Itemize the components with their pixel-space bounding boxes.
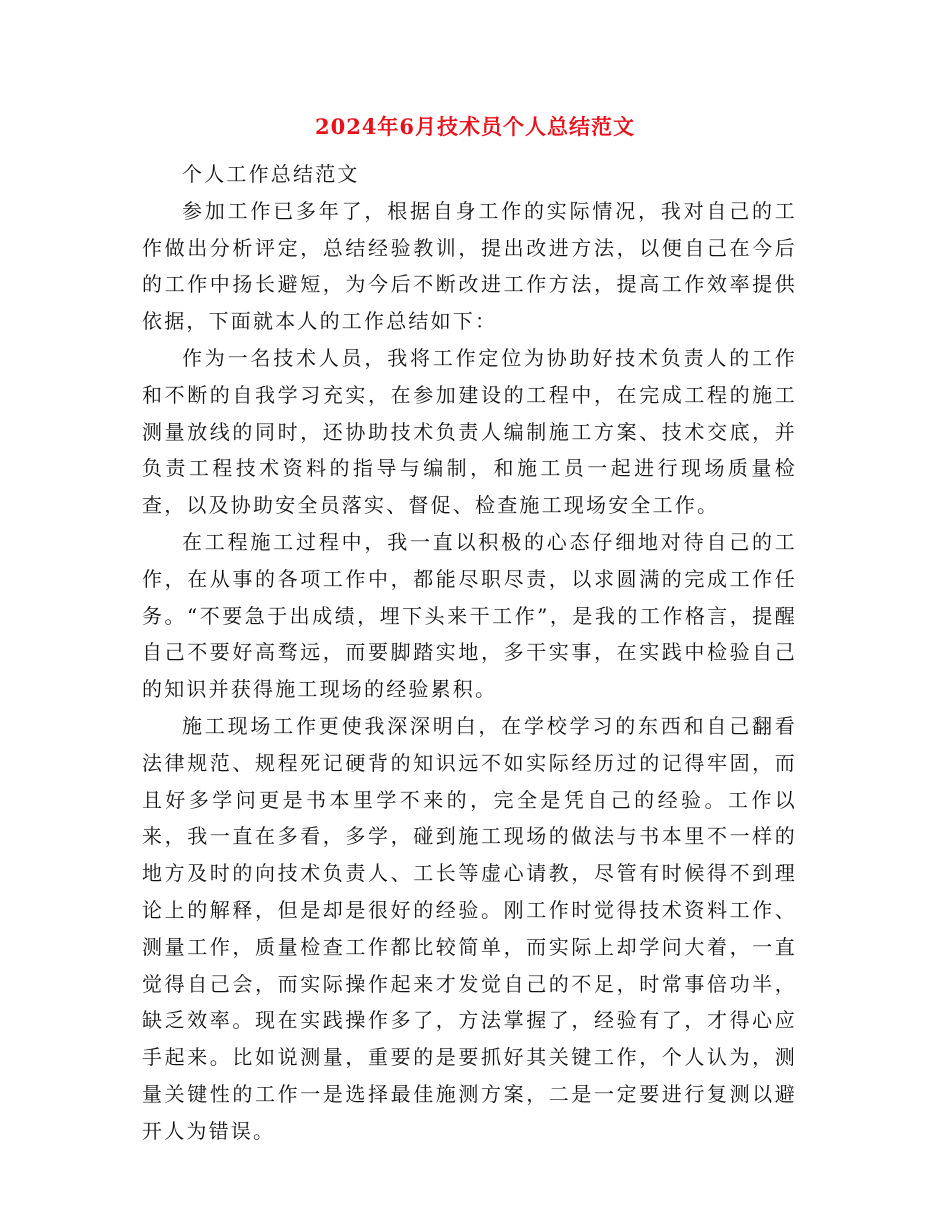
document-body bbox=[142, 156, 797, 1150]
document-title: 2024年6月技术员个人总结范文 bbox=[314, 114, 636, 139]
paragraph-experience: 施工现场工作更使我深深明白，在学校学习的东西和自己翻看法律规范、规程死记硬背的知识远不如实际经历过的记得牢固，而且好多学问更是书本里学不来的，完全是凭自己的经验。工作以来，我一直在多看，多学，碰到施工现场的做法与书本里不一样的地方及时的向技术负责人、工长等虚心请教，尽管有时候得不到理论上的解释，但是却是很好的经验。刚工作时觉得技术资料工作、测量工作，质量检查工作都比较简单，而实际上却学问大着，一直觉得自己会，而实际操作起来才发觉自己的不足，时常事倍功半，缺乏效率。现在实践操作多了，方法掌握了，经验有了，才得心应手起来。比如说测量，重要的是要抓好其关键工作，个人认为，测量关键性的工作一是选择最佳施测方案，二是一定要进行复测以避开人为错误。 bbox=[142, 713, 797, 1143]
section-heading: 个人工作总结范文 bbox=[182, 162, 360, 186]
paragraph-intro: 参加工作已多年了，根据自身工作的实际情况，我对自己的工作做出分析评定，总结经验教训，提出改进方法，以便自己在今后的工作中扬长避短，为今后不断改进工作方法，提高工作效率提供依据，下面就本人的工作总结如下： bbox=[142, 198, 797, 334]
paragraph-role: 作为一名技术人员，我将工作定位为协助好技术负责人的工作和不断的自我学习充实，在参加建设的工程中，在完成工程的施工测量放线的同时，还协助技术负责人编制施工方案、技术交底，并负责工程技术资料的指导与编制，和施工员一起进行现场质量检查，以及协助安全员落实、督促、检查施工现场安全工作。 bbox=[142, 345, 797, 518]
paragraph-attitude: 在工程施工过程中，我一直以积极的心态仔细地对待自己的工作，在从事的各项工作中，都能尽职尽责，以求圆满的完成工作任务。“不要急于出成绩，埋下头来干工作”，是我的工作格言，提醒自己不要好高骛远，而要脚踏实地，多干实事，在实践中检验自己的知识并获得施工现场的经验累积。 bbox=[142, 529, 797, 702]
